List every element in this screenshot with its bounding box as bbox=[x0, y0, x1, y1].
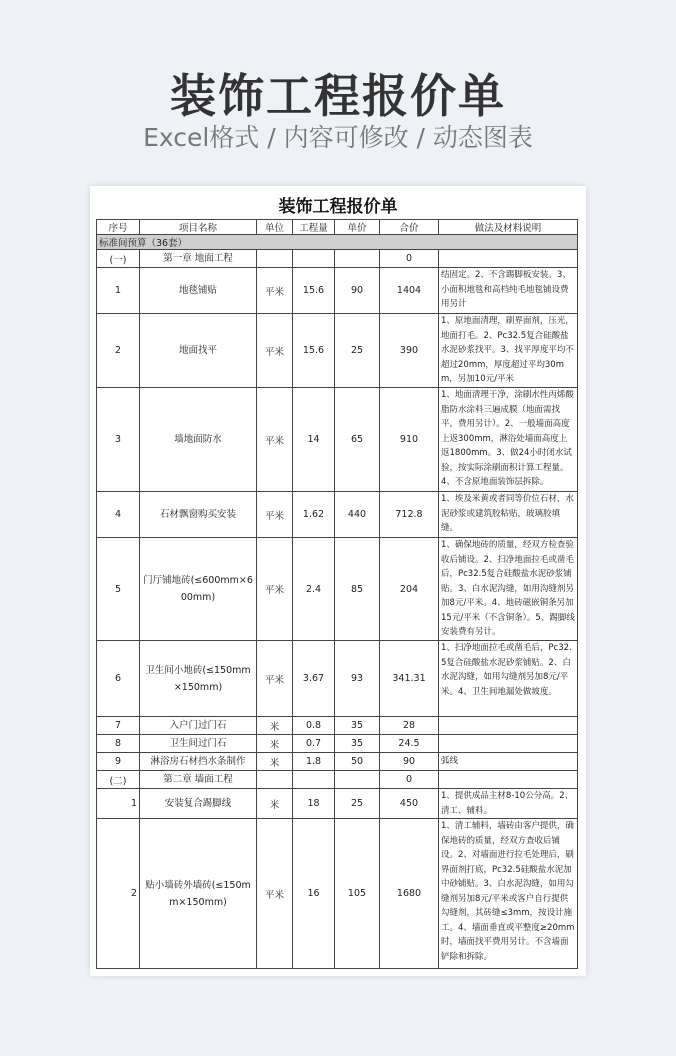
spreadsheet-preview bbox=[90, 186, 586, 976]
cell-unit: 平米 bbox=[257, 492, 293, 538]
cell-no: 2 bbox=[97, 819, 140, 969]
cell-unit: 米 bbox=[257, 789, 293, 819]
table-row bbox=[97, 819, 578, 969]
cell-total: 450 bbox=[380, 789, 439, 819]
cell-qty: 15.6 bbox=[293, 314, 335, 388]
cell-name: 安装复合踢脚线 bbox=[140, 789, 257, 819]
cell-price: 93 bbox=[335, 641, 380, 717]
cell-no: 1 bbox=[97, 268, 140, 314]
chapter-unit bbox=[257, 250, 293, 268]
header-price: 单价 bbox=[335, 220, 380, 235]
chapter-qty bbox=[293, 771, 335, 789]
chapter-total: 0 bbox=[380, 771, 439, 789]
cell-note bbox=[439, 717, 578, 735]
chapter-row bbox=[97, 771, 578, 789]
cell-qty: 0.8 bbox=[293, 717, 335, 735]
table-row bbox=[97, 314, 578, 388]
cell-qty: 1.8 bbox=[293, 753, 335, 771]
cell-no: 8 bbox=[97, 735, 140, 753]
hero-subtitle: Excel格式 / 内容可修改 / 动态图表 bbox=[143, 123, 533, 152]
cell-unit: 米 bbox=[257, 735, 293, 753]
cell-qty: 3.67 bbox=[293, 641, 335, 717]
cell-qty: 2.4 bbox=[293, 538, 335, 641]
cell-unit: 平米 bbox=[257, 819, 293, 969]
cell-note: 1、清工辅料，墙砖由客户提供，确保地砖的质量，经双方查收后铺设。2、对墙面进行拉毛处理后，刷界面剂打底，Pc32.5硅酸盐水泥加中砂铺贴。3、白水泥沟缝，如用勾缝剂另加8元/平米或客户自行提供勾缝剂，其砖缝≤3mm，按设计施工。4、墙面垂直或平整度≥20mm时，墙面找平费用另计。不含墙面铲除和拆除。 bbox=[439, 819, 578, 969]
cell-total: 90 bbox=[380, 753, 439, 771]
chapter-name: 第一章 地面工程 bbox=[140, 250, 257, 268]
cell-note: 弧线 bbox=[439, 753, 578, 771]
cell-unit: 米 bbox=[257, 717, 293, 735]
cell-price: 50 bbox=[335, 753, 380, 771]
cell-no: 4 bbox=[97, 492, 140, 538]
cell-note: 1、原地面清理，刷界面剂，压光，地面打毛。2、Pc32.5复合硅酸盐水泥砂浆找平。3、找平厚度平均不超过20mm，厚度超过平均30mm，另加10元/平米 bbox=[439, 314, 578, 388]
chapter-name: 第二章 墙面工程 bbox=[140, 771, 257, 789]
group-row bbox=[97, 235, 578, 250]
cell-price: 35 bbox=[335, 717, 380, 735]
cell-unit: 平米 bbox=[257, 388, 293, 492]
cell-name: 卫生间小地砖(≤150mm×150mm) bbox=[140, 641, 257, 717]
table-row bbox=[97, 388, 578, 492]
cell-qty: 14 bbox=[293, 388, 335, 492]
cell-no: 9 bbox=[97, 753, 140, 771]
sheet-title: 装饰工程报价单 bbox=[278, 197, 398, 217]
table-row bbox=[97, 753, 578, 771]
cell-note bbox=[439, 735, 578, 753]
cell-name: 卫生间过门石 bbox=[140, 735, 257, 753]
header-total: 合价 bbox=[380, 220, 439, 235]
cell-qty: 1.62 bbox=[293, 492, 335, 538]
cell-name: 地面找平 bbox=[140, 314, 257, 388]
cell-price: 25 bbox=[335, 314, 380, 388]
header-name: 项目名称 bbox=[140, 220, 257, 235]
cell-unit: 平米 bbox=[257, 538, 293, 641]
group-label: 标准间预算（36套） bbox=[97, 235, 578, 250]
cell-total: 910 bbox=[380, 388, 439, 492]
cell-note: 1、提供成品主材8-10公分高。2、清工、辅料。 bbox=[439, 789, 578, 819]
cell-total: 24.5 bbox=[380, 735, 439, 753]
cell-name: 石材飘窗购买安装 bbox=[140, 492, 257, 538]
cell-price: 105 bbox=[335, 819, 380, 969]
cell-no: 6 bbox=[97, 641, 140, 717]
chapter-note bbox=[439, 250, 578, 268]
cell-name: 门厅铺地砖(≤600mm×600mm) bbox=[140, 538, 257, 641]
table-row bbox=[97, 735, 578, 753]
header-row bbox=[97, 220, 578, 235]
cell-note: 结固定。2、不含踢脚板安装。3、小面积地毯和高档纯毛地毯铺设费用另计 bbox=[439, 268, 578, 314]
cell-name: 淋浴房石材挡水条制作 bbox=[140, 753, 257, 771]
cell-price: 65 bbox=[335, 388, 380, 492]
cell-total: 204 bbox=[380, 538, 439, 641]
cell-total: 390 bbox=[380, 314, 439, 388]
header-qty: 工程量 bbox=[293, 220, 335, 235]
cell-total: 1404 bbox=[380, 268, 439, 314]
cell-no: 1 bbox=[97, 789, 140, 819]
table-row bbox=[97, 268, 578, 314]
cell-total: 1680 bbox=[380, 819, 439, 969]
cell-price: 25 bbox=[335, 789, 380, 819]
cell-name: 地毯铺贴 bbox=[140, 268, 257, 314]
chapter-no: (二) bbox=[97, 771, 140, 789]
chapter-total: 0 bbox=[380, 250, 439, 268]
cell-name: 入户门过门石 bbox=[140, 717, 257, 735]
cell-price: 440 bbox=[335, 492, 380, 538]
cell-note: 1、地面清理干净，涂刷水性丙烯酸脂防水涂料三遍成膜（地面需找平，费用另计）。2、一般墙面高度上返300mm，淋浴处墙面高度上返1800mm。3、做24小时闭水试验，按实际涂刷面积计算工程量。4、不含原地面装饰层拆除。 bbox=[439, 388, 578, 492]
header-note: 做法及材料说明 bbox=[439, 220, 578, 235]
cell-qty: 18 bbox=[293, 789, 335, 819]
cell-name: 贴小墙砖外墙砖(≤150mm×150mm) bbox=[140, 819, 257, 969]
cell-price: 35 bbox=[335, 735, 380, 753]
quote-table bbox=[96, 219, 578, 969]
chapter-qty bbox=[293, 250, 335, 268]
cell-note: 1、埃及米黄或者同等价位石材，水泥砂浆或建筑胶粘贴，玻璃胶填缝。 bbox=[439, 492, 578, 538]
cell-note: 1、扫净地面拉毛或凿毛后，Pc32.5复合硅酸盐水泥砂浆铺贴。2、白水泥沟缝，如用勾缝剂另加8元/平米。4、卫生间地漏处做坡度。 bbox=[439, 641, 578, 717]
cell-qty: 0.7 bbox=[293, 735, 335, 753]
cell-note: 1、确保地砖的质量，经双方检查验收后铺设。2、扫净地面拉毛或凿毛后，Pc32.5复合硅酸盐水泥砂浆铺贴。3、白水泥沟缝，如用沟缝剂另加8元/平米。4、地砖磁嵌铜条另加15元/平米（不含铜条）。5、踢脚线安装费有另计。 bbox=[439, 538, 578, 641]
hero-title: 装饰工程报价单 bbox=[170, 69, 506, 123]
chapter-unit bbox=[257, 771, 293, 789]
cell-total: 28 bbox=[380, 717, 439, 735]
cell-no: 2 bbox=[97, 314, 140, 388]
cell-total: 712.8 bbox=[380, 492, 439, 538]
cell-price: 90 bbox=[335, 268, 380, 314]
cell-unit: 平米 bbox=[257, 314, 293, 388]
chapter-no: (一) bbox=[97, 250, 140, 268]
table-row bbox=[97, 492, 578, 538]
table-row bbox=[97, 717, 578, 735]
cell-name: 墙地面防水 bbox=[140, 388, 257, 492]
cell-unit: 米 bbox=[257, 753, 293, 771]
cell-qty: 16 bbox=[293, 819, 335, 969]
cell-no: 7 bbox=[97, 717, 140, 735]
chapter-price bbox=[335, 771, 380, 789]
cell-price: 85 bbox=[335, 538, 380, 641]
chapter-row bbox=[97, 250, 578, 268]
cell-total: 341.31 bbox=[380, 641, 439, 717]
cell-unit: 平米 bbox=[257, 641, 293, 717]
cell-qty: 15.6 bbox=[293, 268, 335, 314]
table-row bbox=[97, 641, 578, 717]
chapter-price bbox=[335, 250, 380, 268]
cell-no: 3 bbox=[97, 388, 140, 492]
table-row bbox=[97, 789, 578, 819]
header-unit: 单位 bbox=[257, 220, 293, 235]
cell-no: 5 bbox=[97, 538, 140, 641]
cell-unit: 平米 bbox=[257, 268, 293, 314]
header-no: 序号 bbox=[97, 220, 140, 235]
table-row bbox=[97, 538, 578, 641]
chapter-note bbox=[439, 771, 578, 789]
